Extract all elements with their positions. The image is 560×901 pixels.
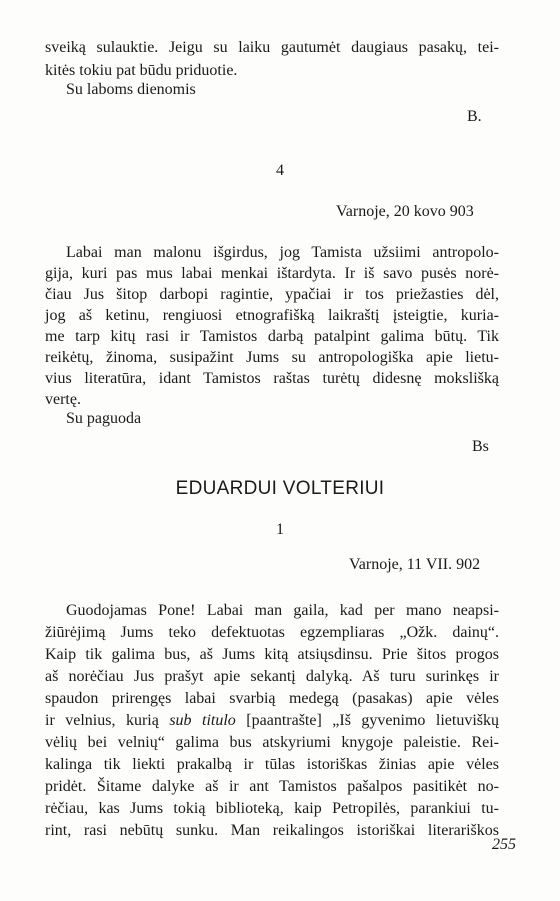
text-line: vius literatūra, idant Tamistos raštas turėtų didesnę mokslišką bbox=[45, 370, 499, 387]
letter-number: 4 bbox=[276, 162, 284, 179]
closing-line: Su laboms dienomis bbox=[66, 81, 196, 98]
section-heading: EDUARDUI VOLTERIUI bbox=[175, 478, 385, 499]
text-line: vertę. bbox=[45, 391, 81, 408]
text-line: aš norėčiau Jus prašyt apie sekantį dalyką. Aš turu surinkęs ir bbox=[45, 668, 499, 685]
text-line-mixed bbox=[45, 711, 499, 731]
text-line: Kaip tik galima bus, aš Jums kitą atsiųsdinsu. Prie šitos progos bbox=[45, 646, 499, 663]
text-segment: ir velnius, kurią bbox=[45, 712, 159, 729]
text-line: pridėt. Šitame dalyke aš ir ant Tamistos pašalpos pasitikėt no- bbox=[45, 778, 499, 795]
text-segment: [paantrašte] „Iš gyvenimo lietuviškų bbox=[246, 712, 500, 729]
text-line: kalinga tik liekti prakalbą ir tūlas istoriškas žinias apie vėles bbox=[45, 756, 499, 773]
place-date: Varnoje, 11 VII. 902 bbox=[349, 556, 481, 573]
signature: Bs bbox=[472, 438, 489, 455]
italic-term: sub titulo bbox=[169, 712, 236, 729]
text-line: žiūrėjimą Jums teko defektuotas egzempliaras „Ožk. dainų“. bbox=[45, 624, 499, 641]
text-line: gija, kuri pas mus labai menkai ištardyta. Ir iš savo pusės norė- bbox=[45, 265, 499, 282]
place-date: Varnoje, 20 kovo 903 bbox=[336, 203, 474, 220]
page-number: 255 bbox=[492, 836, 516, 853]
text-line: rėčiau, kas Jums tokią biblioteką, kaip Petropilės, parankiui tu- bbox=[45, 800, 499, 817]
text-line: spaudon prirengęs labai svarbią medegą (pasakas) apie vėles bbox=[45, 690, 499, 707]
text-line: čiau Jus šitop darbopi ragintie, ypačiai ir tos priežasties dėl, bbox=[45, 286, 499, 303]
text-line: sveiką sulauktie. Jeigu su laiku gautumėt daugiaus pasakų, tei- bbox=[45, 39, 499, 56]
text-line: vėlių bei velnių“ galima bus atskyriumi knygoje paleistie. Rei- bbox=[45, 734, 499, 751]
closing-line: Su paguoda bbox=[66, 410, 142, 427]
text-line: rint, rasi nebūtų sunku. Man reikalingos istoriškai literariškos bbox=[45, 822, 499, 839]
text-line: me tarp kitų rasi ir Tamistos darbą patalpint galima būtų. Tik bbox=[45, 328, 499, 345]
text-line: reikėtų, žinoma, susipažint Jums su antropologiška apie lietu- bbox=[45, 349, 499, 366]
text-line: Guodojamas Pone! Labai man gaila, kad per mano neapsi- bbox=[66, 602, 499, 619]
text-line: jog aš ketinu, rengiuosi etnografišką laikraštį įsteigtie, kuria- bbox=[45, 307, 499, 324]
letter-number: 1 bbox=[276, 521, 284, 538]
signature: B. bbox=[467, 108, 482, 125]
text-line: Labai man malonu išgirdus, jog Tamista užsiimi antropolo- bbox=[66, 244, 499, 261]
text-line: kitės tokiu pat būdu priduotie. bbox=[45, 62, 238, 79]
